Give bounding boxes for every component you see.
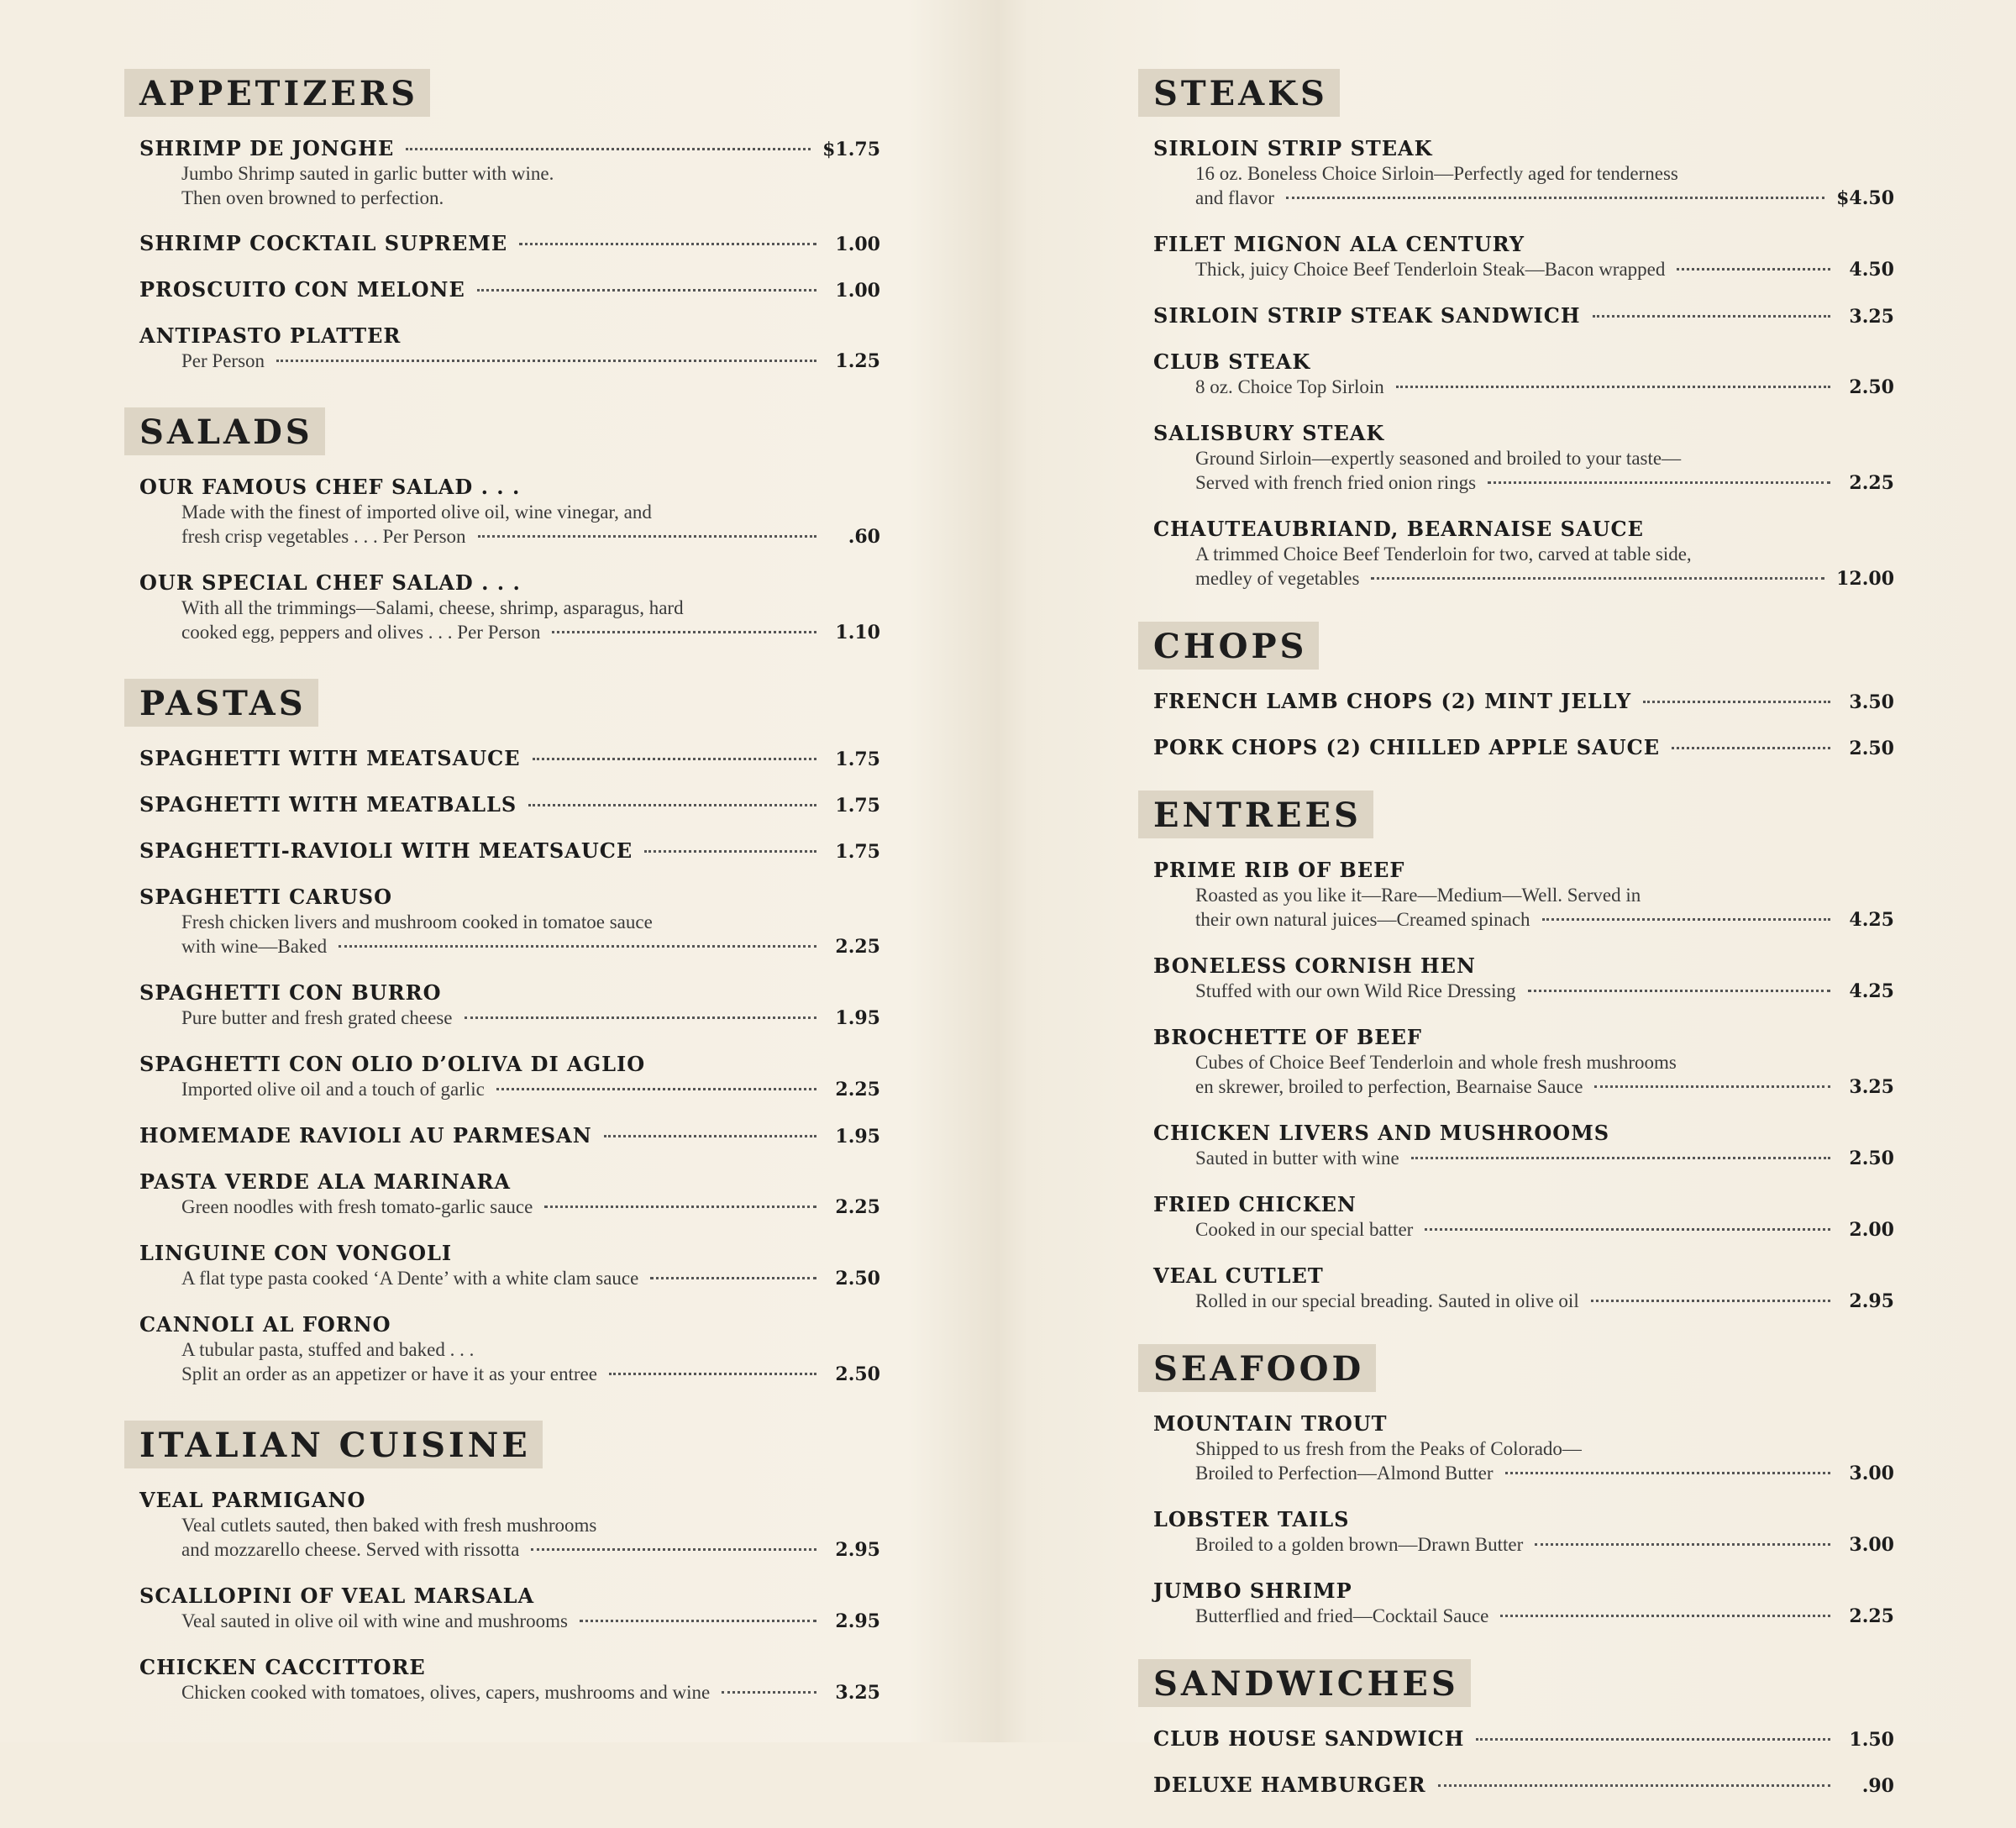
item-name: ANTIPASTO PLATTER [139,323,402,348]
item-name: SIRLOIN STRIP STEAK [1153,136,1433,160]
menu-item [124,1487,880,1563]
dot-leader [544,1206,816,1208]
menu-item [1138,1024,1894,1100]
item-name: SIRLOIN STRIP STEAK SANDWICH [1153,303,1581,328]
item-price: 4.25 [1849,980,1894,1002]
menu-item [1138,516,1894,591]
item-name: CHICKEN LIVERS AND MUSHROOMS [1153,1121,1610,1145]
item-price: 1.50 [1849,1729,1894,1751]
item-description: Split an order as an appetizer or have it as your entree [181,1363,597,1384]
item-name: BONELESS CORNISH HEN [1153,953,1476,978]
item-description: Roasted as you like it—Rare—Medium—Well. Served in [1195,885,1641,906]
menu-left-page [124,69,880,1739]
dot-leader [650,1277,816,1279]
item-description: Veal sauted in olive oil with wine and mushrooms [181,1610,568,1631]
menu-section-steaks [1138,69,1894,591]
item-price: 12.00 [1836,568,1894,590]
item-name: FILET MIGNON ALA CENTURY [1153,232,1525,256]
item-name: VEAL PARMIGANO [139,1488,366,1512]
item-price: 2.95 [835,1539,880,1561]
dot-leader [1643,701,1830,703]
item-name: LOBSTER TAILS [1153,1507,1350,1531]
item-price: 2.50 [1849,738,1894,759]
item-name: SPAGHETTI WITH MEATBALLS [139,792,517,817]
item-price: 1.75 [835,749,880,770]
item-description: Fresh chicken livers and mushroom cooked in tomatoe sauce [181,911,653,932]
dot-leader [1286,197,1824,199]
dot-leader [1438,1784,1830,1787]
item-description: Veal cutlets sauted, then baked with fresh mushrooms [181,1515,597,1536]
menu-item [124,1169,880,1220]
item-name: PRIME RIB OF BEEF [1153,858,1405,882]
menu-item [124,1240,880,1291]
menu-item [124,230,880,256]
dot-leader [1411,1157,1830,1159]
item-description: and mozzarello cheese. Served with rissotta [181,1539,520,1560]
item-description: en skrewer, broiled to perfection, Bearnaise Sauce [1195,1076,1583,1097]
item-description: Pure butter and fresh grated cheese [181,1007,453,1028]
item-description: Per Person [181,350,265,371]
item-price: 1.10 [835,622,880,643]
item-description: A trimmed Choice Beef Tenderloin for two, carved at table side, [1195,544,1692,565]
dot-leader [1591,1300,1830,1302]
menu-item [1138,1410,1894,1486]
dot-leader [604,1135,816,1137]
dot-leader [465,1016,817,1019]
item-name: LINGUINE CON VONGOLI [139,1241,453,1265]
item-description: Ground Sirloin—expertly seasoned and broiled to your taste— [1195,448,1682,469]
item-description: Cooked in our special batter [1195,1219,1414,1240]
item-description: with wine—Baked [181,936,328,957]
item-price: 1.00 [835,234,880,255]
section-heading: ITALIAN CUISINE [124,1421,543,1468]
item-description: their own natural juices—Creamed spinach [1195,909,1530,930]
menu-item [1138,688,1894,714]
dot-leader [496,1088,816,1090]
item-name: PORK CHOPS (2) CHILLED APPLE SAUCE [1153,735,1661,759]
menu-item [124,1311,880,1387]
menu-section-pastas [124,679,880,1387]
dot-leader [1542,918,1830,921]
dot-leader [580,1620,816,1622]
item-price: 2.25 [1849,472,1894,494]
item-description: Sauted in butter with wine [1195,1148,1399,1169]
section-heading: APPETIZERS [124,69,430,117]
item-name: OUR FAMOUS CHEF SALAD . . . [139,475,521,499]
menu-item [1138,1726,1894,1752]
item-description: Then oven browned to perfection. [181,187,444,208]
item-description: Stuffed with our own Wild Rice Dressing [1195,980,1516,1001]
item-price: 3.00 [1849,1534,1894,1556]
item-name: OUR SPECIAL CHEF SALAD . . . [139,570,521,595]
item-name: CANNOLI AL FORNO [139,1312,391,1337]
dot-leader [1476,1738,1830,1741]
item-price: 2.95 [1849,1290,1894,1312]
section-heading: CHOPS [1138,622,1319,670]
menu-item [1138,1120,1894,1171]
item-description: A tubular pasta, stuffed and baked . . . [181,1339,475,1360]
menu-section-sandwiches [1138,1659,1894,1798]
dot-leader [528,804,816,806]
menu-item [1138,857,1894,932]
item-price: .60 [848,526,880,548]
item-price: 2.50 [1849,376,1894,398]
menu-item [1138,1578,1894,1629]
item-name: MOUNTAIN TROUT [1153,1411,1388,1436]
item-description: Green noodles with fresh tomato-garlic sauce [181,1196,533,1217]
menu-section-appetizers [124,69,880,374]
item-name: CLUB STEAK [1153,349,1311,374]
item-description: medley of vegetables [1195,568,1360,589]
menu-item [124,838,880,864]
dot-leader [722,1691,816,1694]
item-name: SPAGHETTI CON OLIO D’OLIVA DI AGLIO [139,1052,646,1076]
item-price: 2.50 [1849,1148,1894,1169]
item-price: 1.25 [835,350,880,372]
dot-leader [1488,481,1830,484]
item-price: 3.00 [1849,1463,1894,1484]
dot-leader [519,243,816,245]
menu-item [124,570,880,645]
item-name: FRENCH LAMB CHOPS (2) MINT JELLY [1153,689,1632,713]
dot-leader [1528,990,1830,992]
item-description: cooked egg, peppers and olives . . . Per Person [181,622,541,643]
item-price: 1.75 [835,795,880,817]
item-price: 3.25 [1849,306,1894,328]
item-price: 1.95 [835,1126,880,1148]
item-price: 2.00 [1849,1219,1894,1241]
menu-item [124,745,880,771]
menu-section-salads [124,407,880,645]
item-description: Rolled in our special breading. Sauted in olive oil [1195,1290,1579,1311]
dot-leader [531,1548,816,1551]
item-name: FRIED CHICKEN [1153,1192,1357,1216]
menu-section-chops [1138,622,1894,760]
item-price: 1.00 [835,280,880,302]
item-name: PASTA VERDE ALA MARINARA [139,1169,512,1194]
section-heading: SANDWICHES [1138,1659,1471,1707]
menu-item [1138,1506,1894,1557]
item-name: SALISBURY STEAK [1153,421,1385,445]
menu-item [124,980,880,1031]
item-description: Jumbo Shrimp sauted in garlic butter with wine. [181,163,554,184]
item-name: PROSCUITO CON MELONE [139,277,465,302]
dot-leader [1505,1472,1830,1474]
menu-item [1138,135,1894,211]
item-price: 3.25 [1849,1076,1894,1098]
item-name: SPAGHETTI-RAVIOLI WITH MEATSAUCE [139,838,633,863]
menu-item [1138,302,1894,328]
menu-item [1138,953,1894,1004]
menu-item [124,1654,880,1705]
item-price: 3.50 [1849,691,1894,713]
item-price: .90 [1861,1775,1894,1797]
dot-leader [339,945,816,948]
section-heading: STEAKS [1138,69,1340,117]
dot-leader [1594,1085,1830,1088]
item-price: 2.25 [835,1196,880,1218]
menu-item [1138,1772,1894,1798]
section-heading: ENTREES [1138,791,1373,838]
menu-item [1138,231,1894,282]
menu-item [124,323,880,374]
menu-item [1138,1263,1894,1314]
menu-section-italian-cuisine [124,1421,880,1705]
item-description: Served with french fried onion rings [1195,472,1477,493]
menu-section-entrees [1138,791,1894,1314]
menu-item [1138,1191,1894,1242]
menu-item [1138,349,1894,400]
dot-leader [276,360,816,362]
menu-item [124,1583,880,1634]
item-name: SCALLOPINI OF VEAL MARSALA [139,1584,535,1608]
item-description: Thick, juicy Choice Beef Tenderloin Steak—Bacon wrapped [1195,259,1666,280]
item-description: Broiled to Perfection—Almond Butter [1195,1463,1494,1484]
item-description: Cubes of Choice Beef Tenderloin and whole fresh mushrooms [1195,1052,1677,1073]
item-name: DELUXE HAMBURGER [1153,1773,1426,1797]
item-price: 1.75 [835,841,880,863]
dot-leader [1396,386,1830,388]
item-price: 2.25 [835,1079,880,1100]
item-price: 3.25 [835,1682,880,1704]
menu-right-page [1138,69,1894,1828]
item-name: SPAGHETTI WITH MEATSAUCE [139,746,521,770]
dot-leader [1371,577,1824,580]
menu-item [124,1051,880,1102]
item-name: SPAGHETTI CON BURRO [139,980,442,1005]
item-price: 4.25 [1849,909,1894,931]
dot-leader [1672,747,1830,749]
dot-leader [1500,1615,1830,1617]
dot-leader [1535,1543,1830,1546]
item-name: BROCHETTE OF BEEF [1153,1025,1422,1049]
dot-leader [533,758,816,760]
item-price: 2.25 [1849,1605,1894,1627]
dot-leader [477,289,816,292]
menu-item [124,135,880,210]
item-price: 1.95 [835,1007,880,1029]
item-price: 2.95 [835,1610,880,1632]
item-name: SHRIMP COCKTAIL SUPREME [139,231,508,255]
dot-leader [609,1373,816,1375]
item-price: $1.75 [822,139,880,160]
item-description: 8 oz. Choice Top Sirloin [1195,376,1384,397]
menu-item [124,276,880,302]
dot-leader [406,148,811,150]
item-description: Chicken cooked with tomatoes, olives, capers, mushrooms and wine [181,1682,711,1703]
section-heading: PASTAS [124,679,318,727]
item-name: SPAGHETTI CARUSO [139,885,392,909]
item-name: CHICKEN CACCITTORE [139,1655,426,1679]
menu-section-seafood [1138,1344,1894,1629]
item-description: 16 oz. Boneless Choice Sirloin—Perfectly aged for tenderness [1195,163,1678,184]
item-description: A flat type pasta cooked ‘A Dente’ with a white clam sauce [181,1268,639,1289]
item-name: CLUB HOUSE SANDWICH [1153,1726,1465,1751]
item-name: JUMBO SHRIMP [1153,1578,1352,1603]
dot-leader [1425,1228,1830,1231]
item-price: $4.50 [1836,187,1894,209]
item-description: Butterflied and fried—Cocktail Sauce [1195,1605,1489,1626]
section-heading: SALADS [124,407,325,455]
dot-leader [644,850,816,853]
menu-item [124,791,880,817]
item-price: 4.50 [1849,259,1894,281]
dot-leader [478,535,816,538]
dot-leader [552,631,816,633]
item-description: With all the trimmings—Salami, cheese, shrimp, asparagus, hard [181,597,684,618]
menu-item [124,884,880,959]
item-description: and flavor [1195,187,1274,208]
item-description: Broiled to a golden brown—Drawn Butter [1195,1534,1524,1555]
section-heading: SEAFOOD [1138,1344,1376,1392]
menu-item [124,1122,880,1148]
item-price: 2.25 [835,936,880,958]
item-name: CHAUTEAUBRIAND, BEARNAISE SAUCE [1153,517,1644,541]
dot-leader [1593,315,1830,318]
item-name: HOMEMADE RAVIOLI AU PARMESAN [139,1123,592,1148]
item-price: 2.50 [835,1268,880,1290]
item-name: VEAL CUTLET [1153,1263,1324,1288]
item-name: SHRIMP DE JONGHE [139,136,395,160]
item-description: Shipped to us fresh from the Peaks of Colorado— [1195,1438,1582,1459]
dot-leader [1677,268,1830,271]
item-description: Imported olive oil and a touch of garlic [181,1079,485,1100]
menu-item [1138,420,1894,496]
menu-item [124,474,880,549]
item-price: 2.50 [835,1363,880,1385]
item-description: fresh crisp vegetables . . . Per Person [181,526,466,547]
menu-item [1138,734,1894,760]
item-description: Made with the finest of imported olive oil, wine vinegar, and [181,502,652,523]
